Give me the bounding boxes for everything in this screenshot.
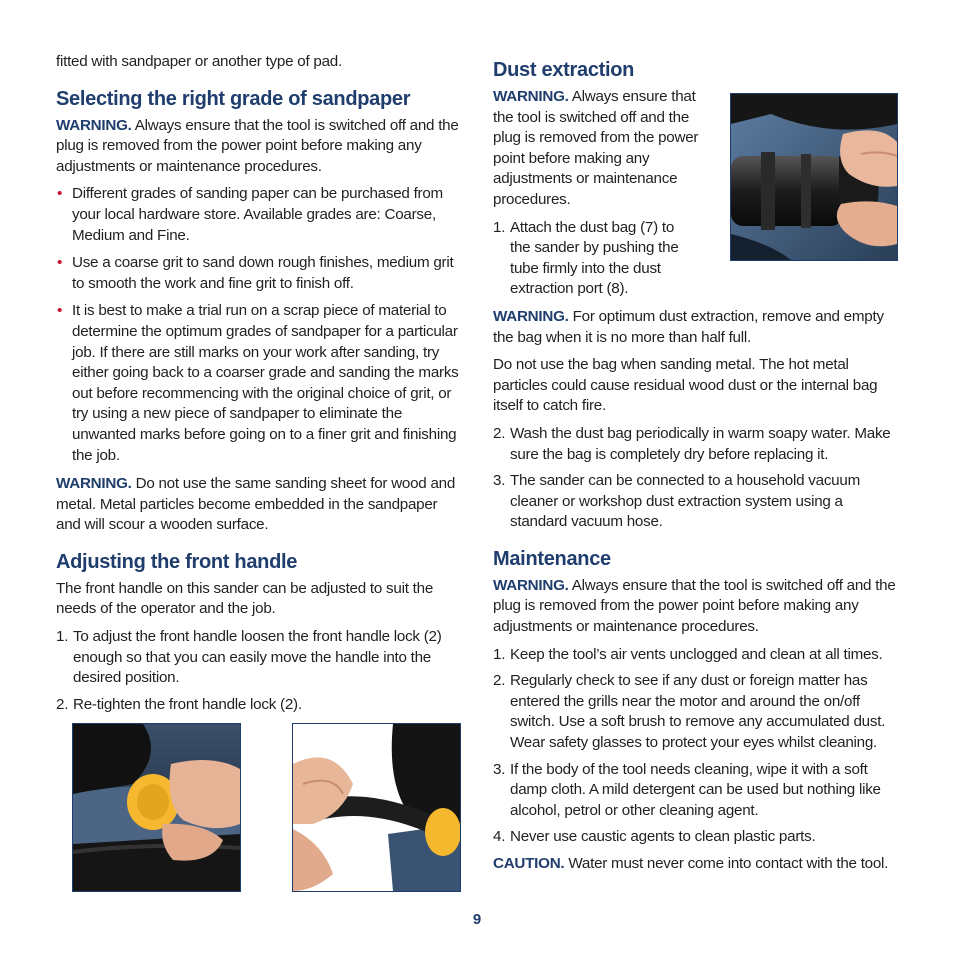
handle-heading: Adjusting the front handle [56,550,298,573]
list-item: 3. If the body of the tool needs cleaning, wipe it with a soft damp cloth. A mild detergent can be used but nothing like alcohol, petrol or other cleaning agent. [493,760,881,819]
warning-label: WARNING. [493,576,569,594]
dust-steps [493,424,903,533]
maintenance-heading: Maintenance [493,547,611,570]
sandpaper-warning [56,116,464,178]
warning-text: Always ensure that the tool is switched off and the plug is removed from the power point before making any adjustments or maintenance procedures. [493,576,896,636]
warning-label: WARNING. [493,88,569,105]
dust-bag-illustration [731,94,897,260]
dust-heading: Dust extraction [493,59,635,81]
dust-step-1 [493,218,689,300]
caution-text: Water must never come into contact with the tool. [564,855,889,872]
handle-lock-illustration [73,724,240,891]
sandpaper-bullets [56,184,464,466]
warning-text: For optimum dust extraction, remove and empty the bag when it is no more than half full. [493,307,884,346]
maintenance-caution [493,854,903,875]
list-item: 2. Regularly check to see if any dust or foreign matter has entered the grills near the motor and around the on/off switch. Use a soft brush to remove any accumulated dust. Wear safety glasses to protect your eyes whilst cleaning. [493,672,886,752]
dust-warning-2 [493,307,903,348]
list-item: • It is best to make a trial run on a scrap piece of material to determine the optimum grades of sandpaper for a particular job. If there are still marks on your work after sanding, try either going back to a coarser grade and sanding the marks out before recommencing with the original choice of grit, or try using a new piece of sandpaper to eliminate the unwanted marks before going on to a finer grit and finishing the job. [57,302,459,464]
warning-label: WARNING. [493,307,569,325]
list-item: 4. Never use caustic agents to clean plastic parts. [493,828,816,846]
handle-lock-photo-1 [72,723,241,892]
maintenance-warning [493,576,903,638]
warning-text: Do not use the same sanding sheet for wood and metal. Metal particles become embedded in the sandpaper and will scour a wooden surface. [56,475,456,534]
list-item: 1. Keep the tool’s air vents unclogged and clean at all times. [493,645,883,663]
list-item: 2. Re-tighten the front handle lock (2). [56,695,302,713]
left-column [56,52,464,722]
sandpaper-warning-2 [56,474,464,536]
dust-narrow-block [493,87,705,300]
warning-text: Always ensure that the tool is switched off and the plug is removed from the power point before making any adjustments or maintenance procedures. [56,116,459,175]
warning-text: Always ensure that the tool is switched off and the plug is removed from the power point before making any adjustments or maintenance procedures. [493,88,699,208]
dust-warning [493,87,705,211]
list-item: 1. Attach the dust bag (7) to the sander by pushing the tube firmly into the dust extraction port (8). [493,218,679,298]
page-number: 9 [472,911,482,928]
dust-bag-photo [730,93,898,261]
bullet-mark: • [57,302,63,320]
dust-metal-note: Do not use the bag when sanding metal. The hot metal particles could cause residual wood dust or the internal bag itself to catch fire. [493,356,878,415]
handle-steps [56,627,464,715]
maintenance-steps [493,645,903,848]
list-item: • Different grades of sanding paper can be purchased from your local hardware store. Available grades are: Coarse, Medium and Fine. [57,185,443,244]
list-item: 3. The sander can be connected to a household vacuum cleaner or workshop dust extraction system using a standard vacuum hose. [493,472,860,531]
caution-label: CAUTION. [493,855,565,872]
sandpaper-heading: Selecting the right grade of sandpaper [56,87,411,110]
intro-text: fitted with sandpaper or another type of pad. [56,53,342,70]
handle-lock-photo-2 [292,723,461,892]
list-item: • Use a coarse grit to sand down rough finishes, medium grit to smooth the work and fine grit to finish off. [57,254,454,292]
handle-intro: The front handle on this sander can be adjusted to suit the needs of the operator and the job. [56,579,434,618]
list-item: 1. To adjust the front handle loosen the front handle lock (2) enough so that you can easily move the handle into the desired position. [56,628,442,687]
handle-move-illustration [293,724,460,891]
warning-label: WARNING. [56,116,132,134]
list-item: 2. Wash the dust bag periodically in warm soapy water. Make sure the bag is completely dry before replacing it. [493,424,891,463]
warning-label: WARNING. [56,475,132,493]
bullet-mark: • [57,185,63,203]
bullet-mark: • [57,254,63,272]
